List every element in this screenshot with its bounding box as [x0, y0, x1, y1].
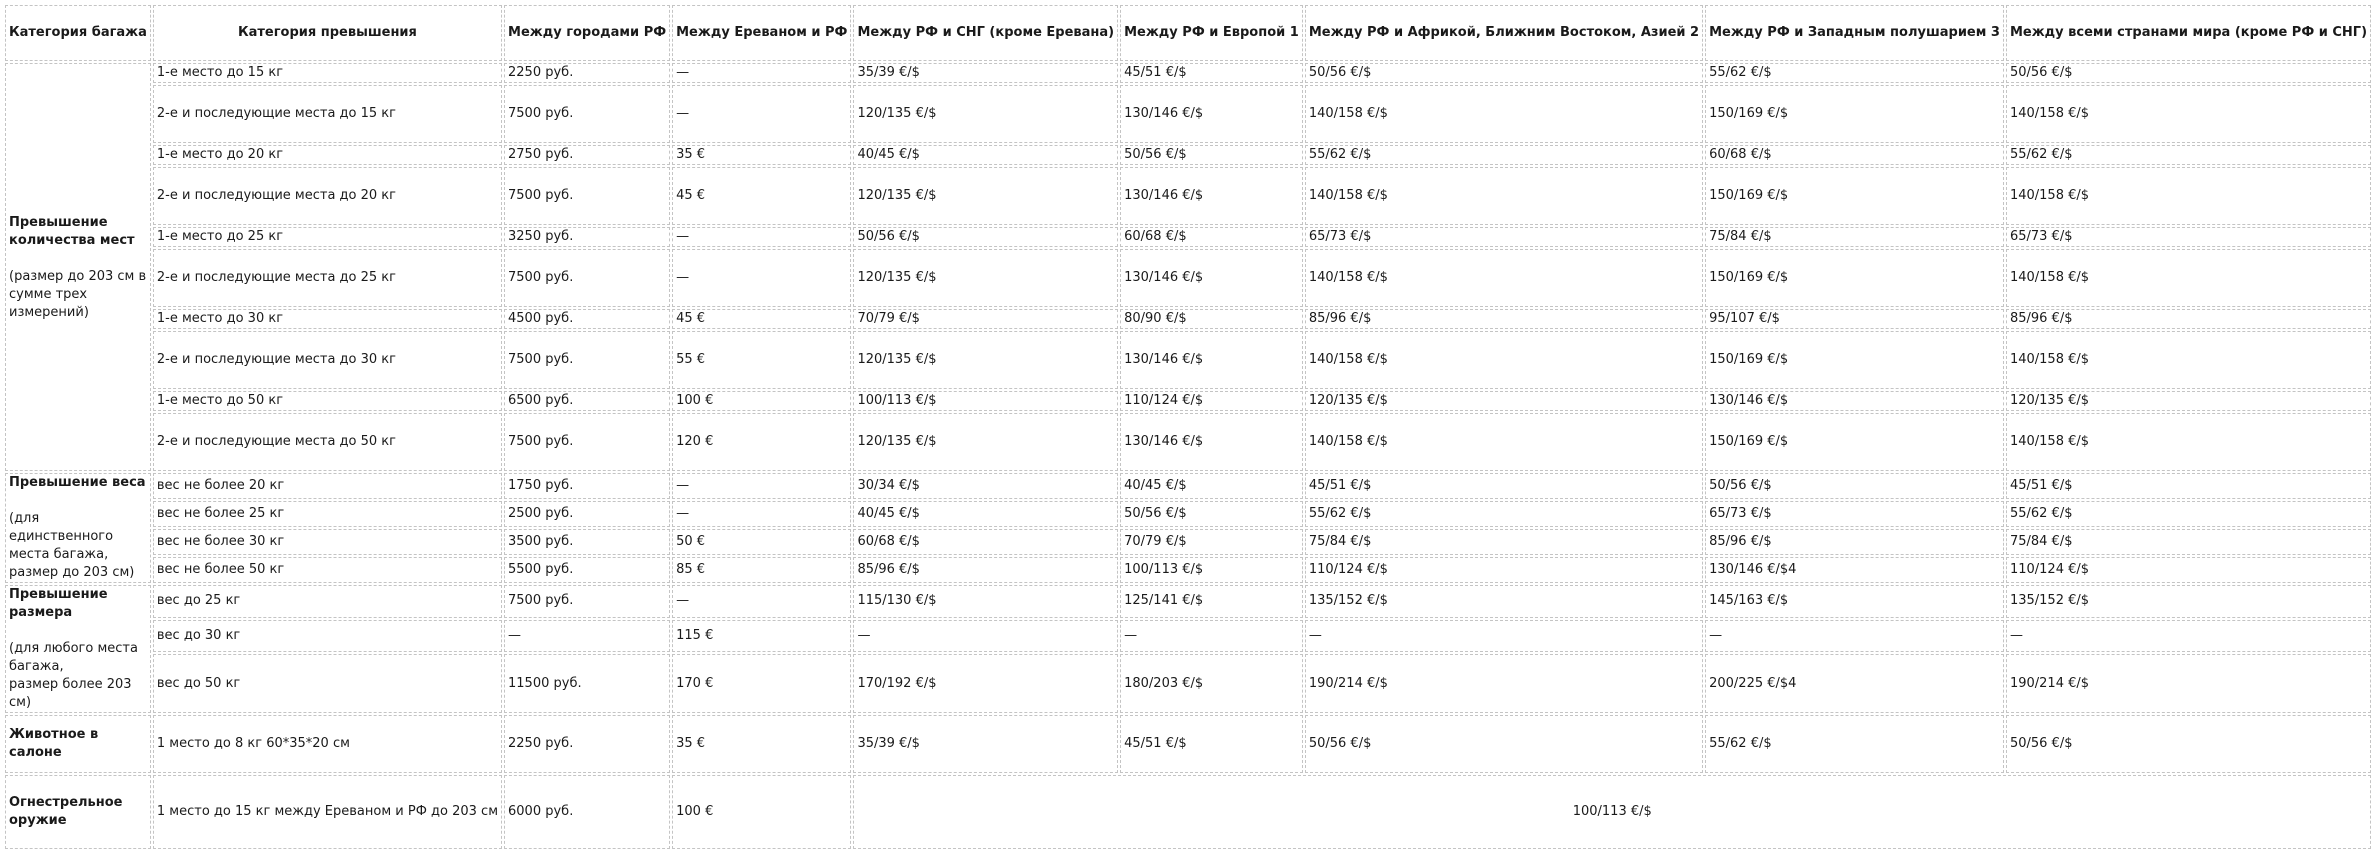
price-cell: 70/79 €/$ — [853, 309, 1118, 329]
table-row — [5, 145, 2371, 165]
price-cell: 50/56 €/$ — [1305, 63, 1703, 83]
table-row — [5, 529, 2371, 555]
price-cell: 11500 руб. — [504, 654, 670, 713]
excess-category-cell: вес не более 50 кг — [153, 557, 502, 583]
price-cell: 65/73 €/$ — [1305, 227, 1703, 247]
header-africa-asia: Между РФ и Африкой, Ближним Востоком, Азией 2 — [1305, 5, 1703, 61]
table-row — [5, 249, 2371, 307]
price-cell: 75/84 €/$ — [1705, 227, 2004, 247]
price-cell: 55/62 €/$ — [2006, 501, 2371, 527]
excess-category-cell: 1-е место до 50 кг — [153, 391, 502, 411]
excess-category-cell: вес не более 30 кг — [153, 529, 502, 555]
price-cell: 140/158 €/$ — [1305, 85, 1703, 143]
price-cell: — — [1305, 620, 1703, 653]
price-cell: 130/146 €/$ — [1120, 85, 1303, 143]
section-title: Огнестрельное оружие — [9, 795, 123, 828]
table-row — [5, 85, 2371, 143]
price-cell: 135/152 €/$ — [2006, 585, 2371, 618]
price-cell: 85/96 €/$ — [1305, 309, 1703, 329]
price-cell: 60/68 €/$ — [1120, 227, 1303, 247]
table-row — [5, 654, 2371, 713]
price-cell: 120/135 €/$ — [2006, 391, 2371, 411]
price-cell: 75/84 €/$ — [2006, 529, 2371, 555]
price-cell: 55/62 €/$ — [1305, 501, 1703, 527]
price-cell: 150/169 €/$ — [1705, 85, 2004, 143]
price-cell: 130/146 €/$ — [1705, 391, 2004, 411]
header-row — [5, 5, 2371, 61]
excess-category-cell: вес до 50 кг — [153, 654, 502, 713]
price-cell: 140/158 €/$ — [2006, 85, 2371, 143]
section-cell-animal — [5, 715, 151, 773]
price-cell: 140/158 €/$ — [1305, 331, 1703, 389]
price-cell: 100/113 €/$ — [853, 391, 1118, 411]
price-cell: 50/56 €/$ — [1120, 501, 1303, 527]
excess-category-cell: 2-е и последующие места до 25 кг — [153, 249, 502, 307]
price-cell: 75/84 €/$ — [1305, 529, 1703, 555]
price-cell: 110/124 €/$ — [2006, 557, 2371, 583]
price-cell: 7500 руб. — [504, 413, 670, 471]
header-worldwide: Между всеми странами мира (кроме РФ и СНГ) — [2006, 5, 2371, 61]
price-cell: 50/56 €/$ — [853, 227, 1118, 247]
price-cell: 55/62 €/$ — [1705, 715, 2004, 773]
price-cell: — — [672, 473, 851, 499]
price-cell: 1750 руб. — [504, 473, 670, 499]
price-cell: — — [672, 227, 851, 247]
section-note: (размер до 203 см в сумме трех измерений) — [9, 269, 147, 320]
price-cell: — — [504, 620, 670, 653]
header-europe: Между РФ и Европой 1 — [1120, 5, 1303, 61]
price-cell: 180/203 €/$ — [1120, 654, 1303, 713]
section-note: (для любого места багажа, размер более 203 см) — [9, 641, 138, 710]
price-cell: 80/90 €/$ — [1120, 309, 1303, 329]
price-cell: 100 € — [672, 391, 851, 411]
baggage-tariffs-table — [3, 3, 2373, 851]
price-cell: 45 € — [672, 167, 851, 225]
price-cell: 50/56 €/$ — [2006, 63, 2371, 83]
price-cell: 50/56 €/$ — [1705, 473, 2004, 499]
price-cell: 5500 руб. — [504, 557, 670, 583]
price-cell: 65/73 €/$ — [2006, 227, 2371, 247]
excess-category-cell: 1 место до 15 кг между Ереваном и РФ до 203 см — [153, 775, 502, 849]
price-cell: 85/96 €/$ — [2006, 309, 2371, 329]
price-cell: 190/214 €/$ — [1305, 654, 1703, 713]
table-row — [5, 167, 2371, 225]
price-cell: 6000 руб. — [504, 775, 670, 849]
price-cell: 30/34 €/$ — [853, 473, 1118, 499]
price-cell: — — [672, 85, 851, 143]
price-cell: 120/135 €/$ — [853, 249, 1118, 307]
price-cell: 60/68 €/$ — [853, 529, 1118, 555]
price-cell: 50 € — [672, 529, 851, 555]
price-cell: 110/124 €/$ — [1120, 391, 1303, 411]
price-cell: 130/146 €/$ — [1120, 167, 1303, 225]
price-cell: 150/169 €/$ — [1705, 413, 2004, 471]
price-cell: 140/158 €/$ — [1305, 413, 1703, 471]
section-cell-size — [5, 585, 151, 713]
price-cell: 45/51 €/$ — [1305, 473, 1703, 499]
price-cell: 120/135 €/$ — [853, 167, 1118, 225]
price-cell: 170 € — [672, 654, 851, 713]
price-cell: 120/135 €/$ — [1305, 391, 1703, 411]
price-cell: 3250 руб. — [504, 227, 670, 247]
price-cell: 55 € — [672, 331, 851, 389]
price-cell: 2750 руб. — [504, 145, 670, 165]
price-cell: 7500 руб. — [504, 249, 670, 307]
price-cell: 6500 руб. — [504, 391, 670, 411]
price-cell: 40/45 €/$ — [853, 145, 1118, 165]
price-cell: 85 € — [672, 557, 851, 583]
excess-category-cell: вес до 25 кг — [153, 585, 502, 618]
section-title: Животное в салоне — [9, 727, 99, 760]
section-cell-weight — [5, 473, 151, 583]
header-excess-category: Категория превышения — [153, 5, 502, 61]
table-row — [5, 557, 2371, 583]
price-cell: 130/146 €/$4 — [1705, 557, 2004, 583]
price-cell: 140/158 €/$ — [1305, 249, 1703, 307]
price-cell: — — [672, 63, 851, 83]
price-cell: 95/107 €/$ — [1705, 309, 2004, 329]
excess-category-cell: 2-е и последующие места до 30 кг — [153, 331, 502, 389]
price-cell: 7500 руб. — [504, 331, 670, 389]
price-cell: 45 € — [672, 309, 851, 329]
table-row — [5, 585, 2371, 618]
header-western-hemisphere: Между РФ и Западным полушарием 3 — [1705, 5, 2004, 61]
price-cell-merged: 100/113 €/$ — [853, 775, 2371, 849]
price-cell: 2250 руб. — [504, 715, 670, 773]
price-cell: 35 € — [672, 715, 851, 773]
price-cell: 40/45 €/$ — [853, 501, 1118, 527]
price-cell: 125/141 €/$ — [1120, 585, 1303, 618]
table-row — [5, 63, 2371, 83]
price-cell: 150/169 €/$ — [1705, 331, 2004, 389]
price-cell: 150/169 €/$ — [1705, 249, 2004, 307]
price-cell: 7500 руб. — [504, 85, 670, 143]
excess-category-cell: вес не более 25 кг — [153, 501, 502, 527]
excess-category-cell: 2-е и последующие места до 20 кг — [153, 167, 502, 225]
price-cell: 2250 руб. — [504, 63, 670, 83]
price-cell: 2500 руб. — [504, 501, 670, 527]
price-cell: 130/146 €/$ — [1120, 331, 1303, 389]
price-cell: — — [672, 585, 851, 618]
excess-category-cell: 1-е место до 15 кг — [153, 63, 502, 83]
price-cell: 150/169 €/$ — [1705, 167, 2004, 225]
price-cell: 7500 руб. — [504, 585, 670, 618]
table-row — [5, 715, 2371, 773]
price-cell: 190/214 €/$ — [2006, 654, 2371, 713]
price-cell: 85/96 €/$ — [853, 557, 1118, 583]
excess-category-cell: 2-е и последующие места до 50 кг — [153, 413, 502, 471]
price-cell: 45/51 €/$ — [1120, 715, 1303, 773]
price-cell: — — [672, 501, 851, 527]
table-row — [5, 473, 2371, 499]
price-cell: — — [2006, 620, 2371, 653]
excess-category-cell: 1 место до 8 кг 60*35*20 см — [153, 715, 502, 773]
price-cell: 130/146 €/$ — [1120, 413, 1303, 471]
section-title: Превышение веса — [9, 475, 146, 490]
header-yerevan: Между Ереваном и РФ — [672, 5, 851, 61]
price-cell: 120 € — [672, 413, 851, 471]
table-row — [5, 227, 2371, 247]
table-row — [5, 391, 2371, 411]
price-cell: 100 € — [672, 775, 851, 849]
header-baggage-category: Категория багажа — [5, 5, 151, 61]
price-cell: 35 € — [672, 145, 851, 165]
price-cell: 100/113 €/$ — [1120, 557, 1303, 583]
price-cell: 4500 руб. — [504, 309, 670, 329]
table-row — [5, 331, 2371, 389]
section-cell-firearm — [5, 775, 151, 849]
price-cell: 200/225 €/$4 — [1705, 654, 2004, 713]
price-cell: 140/158 €/$ — [2006, 249, 2371, 307]
excess-category-cell: вес до 30 кг — [153, 620, 502, 653]
price-cell: 55/62 €/$ — [1705, 63, 2004, 83]
price-cell: 55/62 €/$ — [1305, 145, 1703, 165]
price-cell: 115/130 €/$ — [853, 585, 1118, 618]
section-note: (для единственного места багажа, размер до 203 см) — [9, 511, 135, 580]
price-cell: 110/124 €/$ — [1305, 557, 1703, 583]
price-cell: 140/158 €/$ — [1305, 167, 1703, 225]
price-cell: 70/79 €/$ — [1120, 529, 1303, 555]
excess-category-cell: 1-е место до 30 кг — [153, 309, 502, 329]
price-cell: 65/73 €/$ — [1705, 501, 2004, 527]
table-row — [5, 501, 2371, 527]
price-cell: 50/56 €/$ — [1305, 715, 1703, 773]
price-cell: 140/158 €/$ — [2006, 413, 2371, 471]
excess-category-cell: 1-е место до 25 кг — [153, 227, 502, 247]
section-cell-count — [5, 63, 151, 471]
price-cell: 115 € — [672, 620, 851, 653]
price-cell: — — [853, 620, 1118, 653]
header-cis: Между РФ и СНГ (кроме Еревана) — [853, 5, 1118, 61]
price-cell: 45/51 €/$ — [1120, 63, 1303, 83]
price-cell: — — [672, 249, 851, 307]
price-cell: 40/45 €/$ — [1120, 473, 1303, 499]
price-cell: 55/62 €/$ — [2006, 145, 2371, 165]
table-row — [5, 775, 2371, 849]
header-domestic: Между городами РФ — [504, 5, 670, 61]
section-title: Превышение размера — [9, 587, 108, 620]
price-cell: 50/56 €/$ — [1120, 145, 1303, 165]
price-cell: 3500 руб. — [504, 529, 670, 555]
price-cell: 140/158 €/$ — [2006, 167, 2371, 225]
price-cell: 140/158 €/$ — [2006, 331, 2371, 389]
table-row — [5, 309, 2371, 329]
price-cell: 120/135 €/$ — [853, 413, 1118, 471]
excess-category-cell: 1-е место до 20 кг — [153, 145, 502, 165]
price-cell: — — [1705, 620, 2004, 653]
price-cell: 50/56 €/$ — [2006, 715, 2371, 773]
price-cell: 7500 руб. — [504, 167, 670, 225]
price-cell: — — [1120, 620, 1303, 653]
price-cell: 60/68 €/$ — [1705, 145, 2004, 165]
section-title: Превышение количества мест — [9, 215, 135, 248]
price-cell: 120/135 €/$ — [853, 331, 1118, 389]
price-cell: 35/39 €/$ — [853, 63, 1118, 83]
table-row — [5, 413, 2371, 471]
price-cell: 120/135 €/$ — [853, 85, 1118, 143]
excess-category-cell: вес не более 20 кг — [153, 473, 502, 499]
price-cell: 85/96 €/$ — [1705, 529, 2004, 555]
price-cell: 130/146 €/$ — [1120, 249, 1303, 307]
price-cell: 135/152 €/$ — [1305, 585, 1703, 618]
price-cell: 145/163 €/$ — [1705, 585, 2004, 618]
excess-category-cell: 2-е и последующие места до 15 кг — [153, 85, 502, 143]
price-cell: 45/51 €/$ — [2006, 473, 2371, 499]
price-cell: 35/39 €/$ — [853, 715, 1118, 773]
price-cell: 170/192 €/$ — [853, 654, 1118, 713]
table-row — [5, 620, 2371, 653]
